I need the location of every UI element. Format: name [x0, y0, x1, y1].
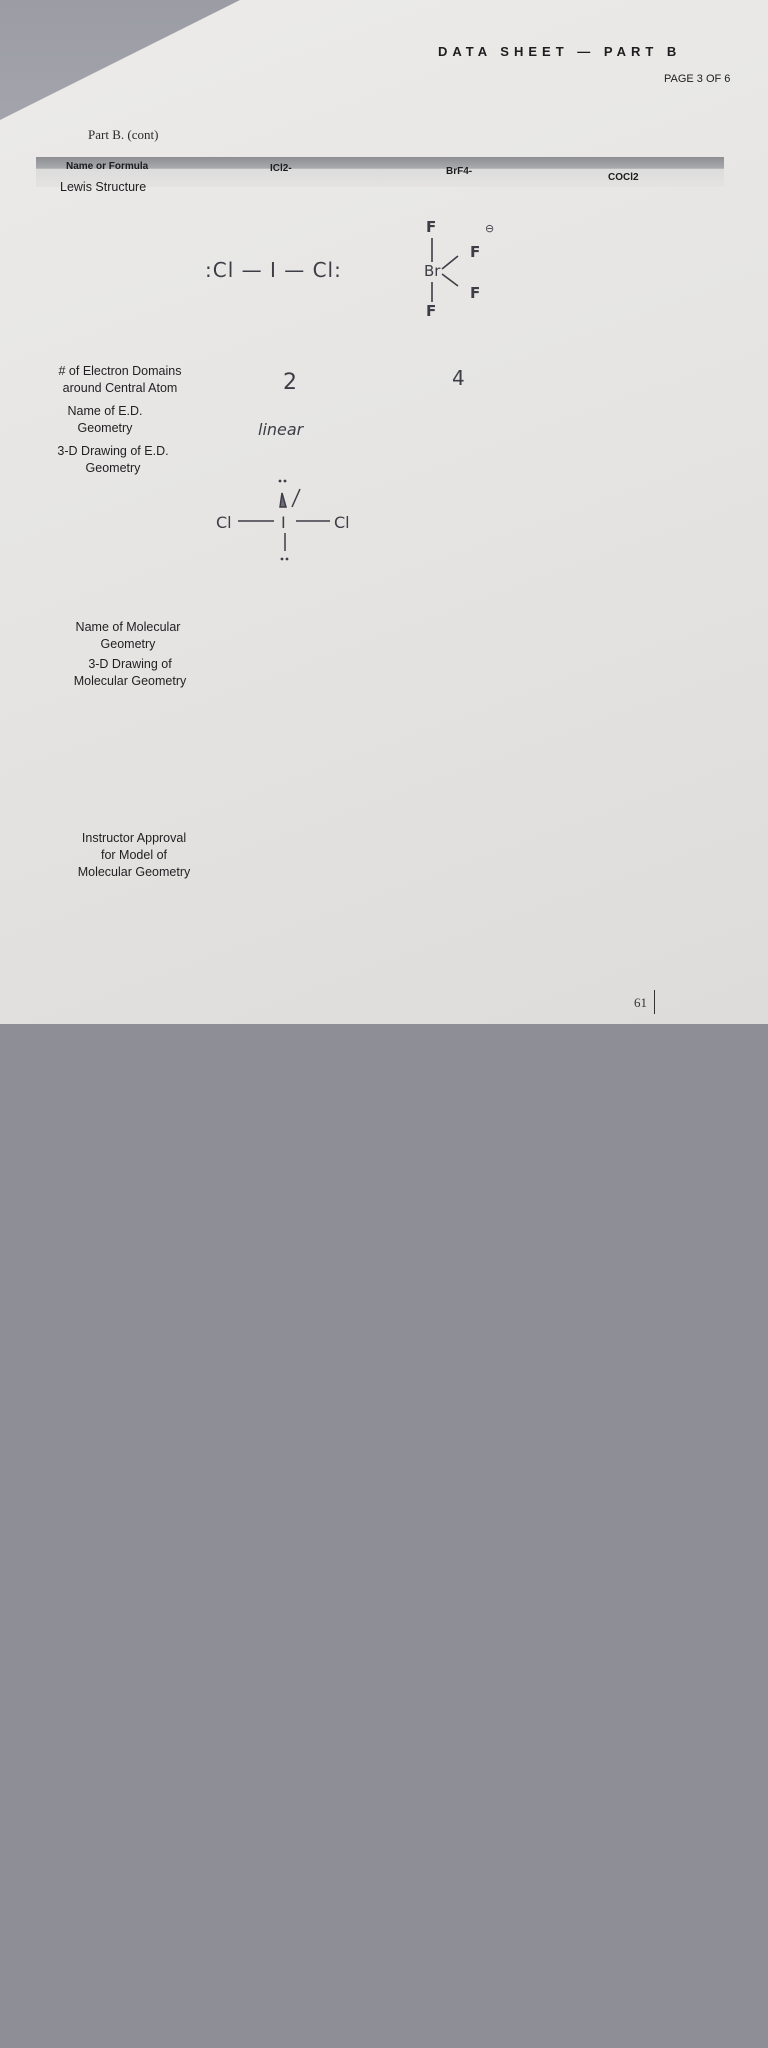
- header-brf4: BrF4-: [446, 166, 473, 177]
- row-label-electron-domains: [40, 363, 200, 397]
- header-icl2: ICl2-: [270, 163, 292, 174]
- row-label-ed-geometry-name: [40, 403, 170, 437]
- row-label-ed-geometry-name-line1: Name of E.D.: [67, 404, 143, 418]
- brf4-right-top-f: F: [470, 243, 481, 261]
- drawing-center-i: I: [281, 513, 286, 532]
- row-label-electron-domains-line2: around Central Atom: [62, 381, 178, 395]
- row-label-instructor-approval-line3: Molecular Geometry: [77, 865, 191, 879]
- row-label-molecular-geometry-name-line2: Geometry: [100, 637, 156, 651]
- row-label-ed-geometry-drawing-line2: Geometry: [85, 461, 141, 475]
- row-label-molecular-geometry-drawing-line2: Molecular Geometry: [73, 674, 187, 688]
- row-label-molecular-geometry-name: [56, 619, 200, 653]
- drawing-left-cl: Cl: [216, 513, 232, 532]
- brf4-center-br: Br: [424, 262, 441, 280]
- row-label-molecular-geometry-drawing-line1: 3-D Drawing of: [88, 657, 172, 671]
- drawing-right-cl: Cl: [334, 513, 350, 532]
- header-name-or-formula: Name or Formula: [66, 161, 149, 172]
- page-indicator: PAGE 3 OF 6: [664, 73, 731, 85]
- part-label: Part B. (cont): [88, 127, 159, 142]
- brf4-right-bottom-f: F: [470, 284, 481, 302]
- row-label-molecular-geometry-drawing: [58, 656, 202, 690]
- row-label-instructor-approval-line1: Instructor Approval: [81, 831, 187, 845]
- brf4-top-f: F: [426, 218, 437, 236]
- row-label-ed-geometry-name-line2: Geometry: [77, 421, 133, 435]
- brf4-lewis-drawing: [400, 210, 520, 330]
- header-cocl2: COCl2: [608, 172, 639, 183]
- page-number-divider: [654, 990, 655, 1014]
- row-label-lewis-structure: Lewis Structure: [60, 180, 147, 194]
- row-label-instructor-approval: [62, 830, 206, 881]
- ed-geometry-drawing: [230, 475, 350, 575]
- page-number: 61: [634, 995, 647, 1010]
- row-label-instructor-approval-line2: for Model of: [100, 848, 167, 862]
- brf4-bottom-f: F: [426, 302, 437, 320]
- row-label-molecular-geometry-name-line1: Name of Molecular: [75, 620, 181, 634]
- row-label-ed-geometry-drawing-line1: 3-D Drawing of E.D.: [57, 444, 169, 458]
- row-label-electron-domains-line1: # of Electron Domains: [58, 364, 182, 378]
- handwritten-icl2-ed-geometry-name: linear: [258, 420, 304, 439]
- handwritten-icl2-domain-count: 2: [283, 370, 297, 395]
- brf4-charge-icon: ⊖: [485, 222, 495, 235]
- handwritten-icl2-lewis: :Cl — I — Cl:: [205, 258, 342, 282]
- handwritten-brf4-domain-count: 4: [452, 366, 465, 390]
- row-label-ed-geometry-drawing: [48, 443, 178, 477]
- header-title: DATA SHEET — PART B: [438, 44, 682, 59]
